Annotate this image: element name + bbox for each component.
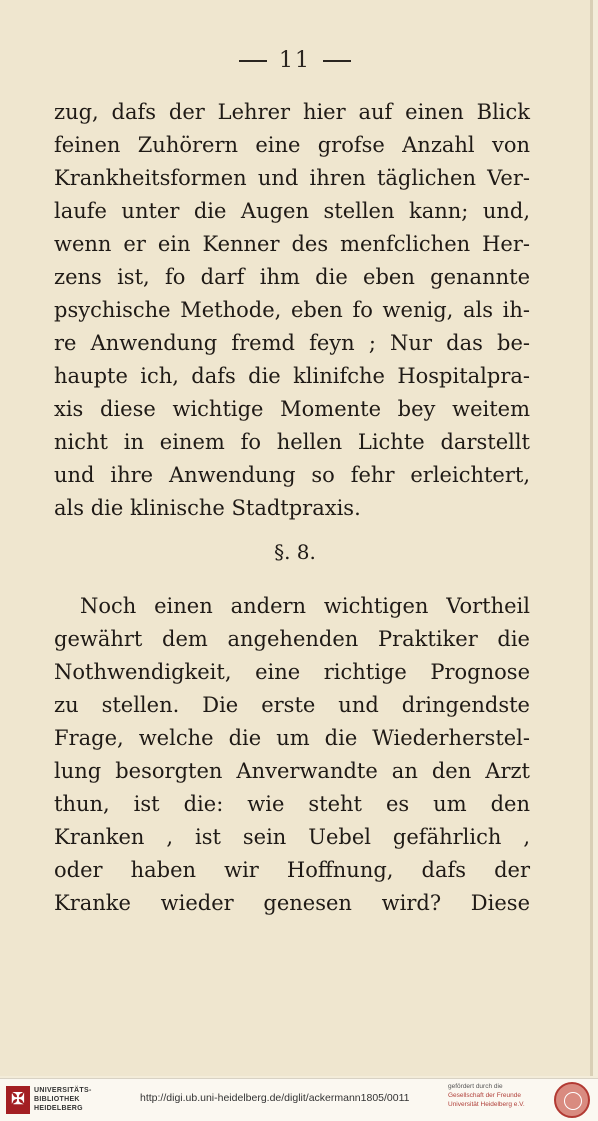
library-emblem-icon: ✠ <box>6 1086 30 1114</box>
text-line: lung besorgten Anverwandte an den Arzt <box>54 759 530 783</box>
text-line: Kranken , ist sein Uebel gefährlich , <box>54 825 530 849</box>
paragraph-2 <box>54 590 530 920</box>
text-line: Krankheitsformen und ihren täglichen Ver- <box>54 166 530 190</box>
text-line: psychische Methode, eben fo wenig, als ih- <box>54 298 530 322</box>
permalink-url[interactable]: http://digi.ub.uni-heidelberg.de/diglit/ackermann1805/0011 <box>140 1092 410 1104</box>
page-number-text: 11 <box>279 48 311 73</box>
text-line: haupte ich, dafs die klinifche Hospitalpra- <box>54 364 530 388</box>
text-line: zug, dafs der Lehrer hier auf einen Blick <box>54 100 530 124</box>
library-name: UNIVERSITÄTS- BIBLIOTHEK HEIDELBERG <box>34 1087 92 1112</box>
page-number <box>0 48 590 73</box>
text-line: wenn er ein Kenner des menfclichen Her- <box>54 232 530 256</box>
library-logo[interactable] <box>6 1084 146 1118</box>
text-line: und ihre Anwendung so fehr erleichtert, <box>54 463 530 487</box>
viewer-footer <box>0 1078 598 1121</box>
sponsor-seal-icon[interactable] <box>554 1082 590 1118</box>
text-line: feinen Zuhörern eine grofse Anzahl von <box>54 133 530 157</box>
text-line: zu stellen. Die erste und dringendste <box>54 693 530 717</box>
text-line: re Anwendung fremd feyn ; Nur das be- <box>54 331 530 355</box>
paragraph-1 <box>54 96 530 525</box>
sponsor-text: gefördert durch die Gesellschaft der Freunde Universität Heidelberg e.V. <box>448 1083 525 1108</box>
text-line: gewährt dem angehenden Praktiker die <box>54 627 530 651</box>
text-line: Frage, welche die um die Wiederherstel- <box>54 726 530 750</box>
text-line: Nothwendigkeit, eine richtige Prognose <box>54 660 530 684</box>
right-dash <box>323 60 351 62</box>
section-heading: §. 8. <box>274 540 316 564</box>
text-line: nicht in einem fo hellen Lichte darstellt <box>54 430 530 454</box>
text-line: als die klinische Stadtpraxis. <box>54 496 361 520</box>
text-line: oder haben wir Hoffnung, dafs der <box>54 858 530 882</box>
text-line: laufe unter die Augen stellen kann; und, <box>54 199 530 223</box>
text-line: zens ist, fo darf ihm die eben genannte <box>54 265 530 289</box>
text-line: Kranke wieder genesen wird? Diese <box>54 891 530 915</box>
text-line: xis diese wichtige Momente bey weitem <box>54 397 530 421</box>
left-dash <box>239 60 267 62</box>
text-line: thun, ist die: wie steht es um den <box>54 792 530 816</box>
text-line: Noch einen andern wichtigen Vortheil <box>80 594 530 618</box>
